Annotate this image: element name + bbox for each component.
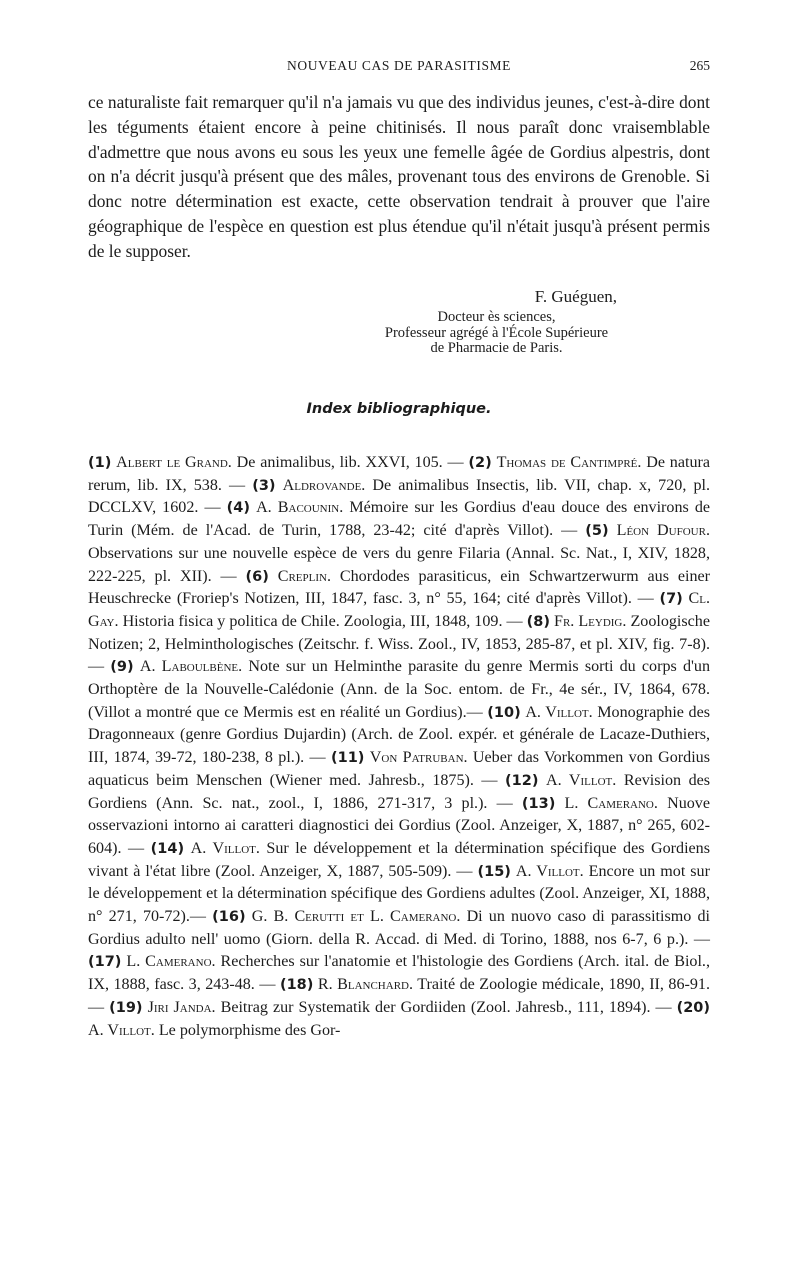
bib-entry-number: (8) xyxy=(526,613,550,630)
bib-entry-number: (11) xyxy=(330,750,365,767)
bib-entry-author: R. Blanchard. xyxy=(317,976,414,994)
bib-entry-number: (15) xyxy=(477,863,511,880)
bib-entry-number: (12) xyxy=(505,772,539,789)
bib-entry-text: Traité de Zoologie médicale, 1890, II, 86-91. — xyxy=(88,976,711,1016)
bib-entry-text: Note sur un Helminthe parasite du genre Mermis sorti du corps d'un Orthoptère de la Nouvelle-Calédonie (Ann. de la Soc. entom. de Fr., 4e sér., IV, 1864, 678. (Villot a montré que ce Mermis est en réalité un Gordius).— xyxy=(88,658,711,721)
bib-entry-text: Beitrag zur Systematik der Gordiiden (Zool. Jahresb., 111, 1894). — xyxy=(220,998,672,1016)
bib-entry-text: Ueber das Vorkommen von Gordius aquaticus beim Menschen (Wiener med. Jahresb., 1875). — xyxy=(88,749,710,789)
bib-entry-author: Albert le Grand. xyxy=(116,454,232,471)
bib-entry-text: Sur le développement et la détermination spécifique des Gordiens vivant à l'état libre (Zool. Anzeiger, X, 1887, 505-509). — xyxy=(88,839,710,880)
bib-entry-author: A. Villot. xyxy=(525,703,593,721)
body-paragraph: ce naturaliste fait remarquer qu'il n'a jamais vu que des individus jeunes, c'est-à-dire dont les téguments étaient encore à peine chitinisés. Il nous paraît donc vraisemblable d'admettre que nous avons eu sous les yeux une femelle âgée de Gordius alpestris, dont on n'a décrit jusqu'à présent que des mâles, provenant tous des environs de Grenoble. Si donc notre détermination est exacte, cette observation tendrait à prouver que l'aire géographique de l'espèce en question est plus étendue qu'il n'était jusqu'à présent permis de le supposer. xyxy=(88,92,710,261)
bib-entry xyxy=(88,454,464,471)
bib-entry-number: (1) xyxy=(88,455,112,471)
bib-entry-number: (18) xyxy=(279,977,314,994)
bib-entry-author: Fr. Leydig. xyxy=(554,612,627,630)
bib-entry-author: G. B. Cerutti et L. Camerano. xyxy=(251,908,461,926)
bib-entry-number: (14) xyxy=(150,840,185,857)
running-header xyxy=(88,58,710,80)
bib-entry-author: Thomas de Cantimpré. xyxy=(496,454,642,471)
bib-entry-text: De animalibus, lib. XXVI, 105. — xyxy=(236,454,464,471)
bib-entry-text: Revision des Gordiens (Ann. Sc. nat., zool., I, 1886, 271-317, 3 pl.). — xyxy=(88,771,711,812)
bib-entry-number: (16) xyxy=(212,909,246,926)
bib-entry-number: (6) xyxy=(245,568,269,585)
section-title: Index bibliographique. xyxy=(306,401,492,417)
author-signature: F. Guéguen, xyxy=(534,287,617,306)
bib-entry-number: (5) xyxy=(585,523,609,540)
bib-entry-text: De natura rerum, lib. IX, 538. — xyxy=(88,454,711,494)
bib-entry-author: Jiri Janda. xyxy=(147,998,216,1016)
bib-entry-author: A. Villot. xyxy=(190,839,260,857)
bib-entry-number: (4) xyxy=(226,500,250,517)
bib-entry-author: Aldrovande. xyxy=(282,476,366,494)
bib-entry-number: (13) xyxy=(521,795,556,812)
bib-entry-number: (10) xyxy=(487,704,521,721)
bib-entry-text: Nuove osservazioni intorno ai caratteri diagnostici dei Gordius (Zool. Anzeiger, X, 1887, n° 265, 602-604). — xyxy=(88,794,710,857)
bib-entry-text: Chordodes parasiticus, ein Schwartzerwurm aus einer Heuschrecke (Froriep's Notizen, III, 1847, fasc. 3, n° 55, 164; cité d'après Villot). — xyxy=(88,567,711,608)
bib-entry-text: Recherches sur l'anatomie et l'histologie des Gordiens (Arch. ital. de Biol., IX, 1888, fasc. 3, 243-48. — xyxy=(88,953,710,994)
bib-entry-number: (3) xyxy=(252,477,276,494)
bibliography xyxy=(88,452,710,1042)
bib-entry-author: Creplin. xyxy=(277,567,331,585)
bib-entry-author: A. Villot. xyxy=(546,771,617,789)
bib-entry-text: Mémoire sur les Gordius d'eau douce des environs de Turin (Mém. de l'Acad. de Turin, 1788, 23-42; cité d'après Villot). — xyxy=(88,499,711,540)
running-title: NOUVEAU CAS DE PARASITISME xyxy=(287,58,511,73)
bib-entry-text: Observations sur une nouvelle espèce de vers du genre Filaria (Annal. Sc. Nat., I, XIV, 1828, 222-225, pl. XII). — xyxy=(88,544,710,585)
bib-entry-author: L. Camerano. xyxy=(564,794,658,812)
bib-entry-author: A. Bacounin. xyxy=(256,499,344,517)
page-number: 265 xyxy=(689,58,710,73)
bib-entry-text: Zoologische Notizen; 2, Helminthologisches (Zeitschr. f. Wiss. Zool., IV, 1853, 285-87, et pl. XIV, fig. 7-8). — xyxy=(88,612,710,676)
bib-entry-text: Di un nuovo caso di parassitismo di Gordius adulto nell' uomo (Giorn. della R. Accad. di Med. di Torino, 1888, nos 6-7, 6 p.). — xyxy=(88,908,710,948)
bib-entry-author: L. Camerano. xyxy=(126,953,216,971)
bib-entry-number: (19) xyxy=(109,999,143,1016)
bib-entry-number: (17) xyxy=(88,954,122,971)
bib-entry-text: Le polymorphisme des Gor- xyxy=(158,1021,341,1039)
bib-entry-number: (20) xyxy=(676,999,711,1016)
author-title-2: Professeur agrégé à l'École Supérieure xyxy=(384,324,609,341)
bib-entry-author: A. Laboulbène. xyxy=(139,658,243,676)
bib-entry-author: Léon Dufour. xyxy=(616,522,710,540)
bib-entry xyxy=(109,999,671,1016)
bib-entry-text: De animalibus Insectis, lib. VII, chap. x, 720, pl. DCCLXV, 1602. — xyxy=(88,476,710,517)
bib-entry-text: Encore un mot sur le développement et la détermination spécifique des Gordiens adultes (Zool. Anzeiger, XI, 1888, n° 271, 70-72).— xyxy=(88,862,710,926)
bib-entry-author: A. Villot. xyxy=(88,1021,155,1039)
bib-entry-text: Historia fisica y politica de Chile. Zoologia, III, 1848, 109. — xyxy=(122,612,523,630)
bib-entry-author: Cl. Gay. xyxy=(88,590,710,630)
signature-block xyxy=(88,284,710,357)
bib-entry-number: (2) xyxy=(468,455,492,471)
bib-entry-text: Monographie des Dragonneaux (genre Gordius Dujardin) (Arch. de Zool. expér. et générale de Lacaze-Duthiers, III, 1874, 39-72, 180-238, 8 pl.). — xyxy=(88,703,710,767)
author-title-1: Docteur ès sciences, xyxy=(437,309,556,325)
bib-entry-author: A. Villot. xyxy=(515,862,584,880)
bib-entry-author: Von Patruban. xyxy=(369,749,468,767)
bib-entry-number: (9) xyxy=(110,659,134,676)
author-title-3: de Pharmacie de Paris. xyxy=(430,340,563,356)
bib-entry-number: (7) xyxy=(659,591,683,608)
